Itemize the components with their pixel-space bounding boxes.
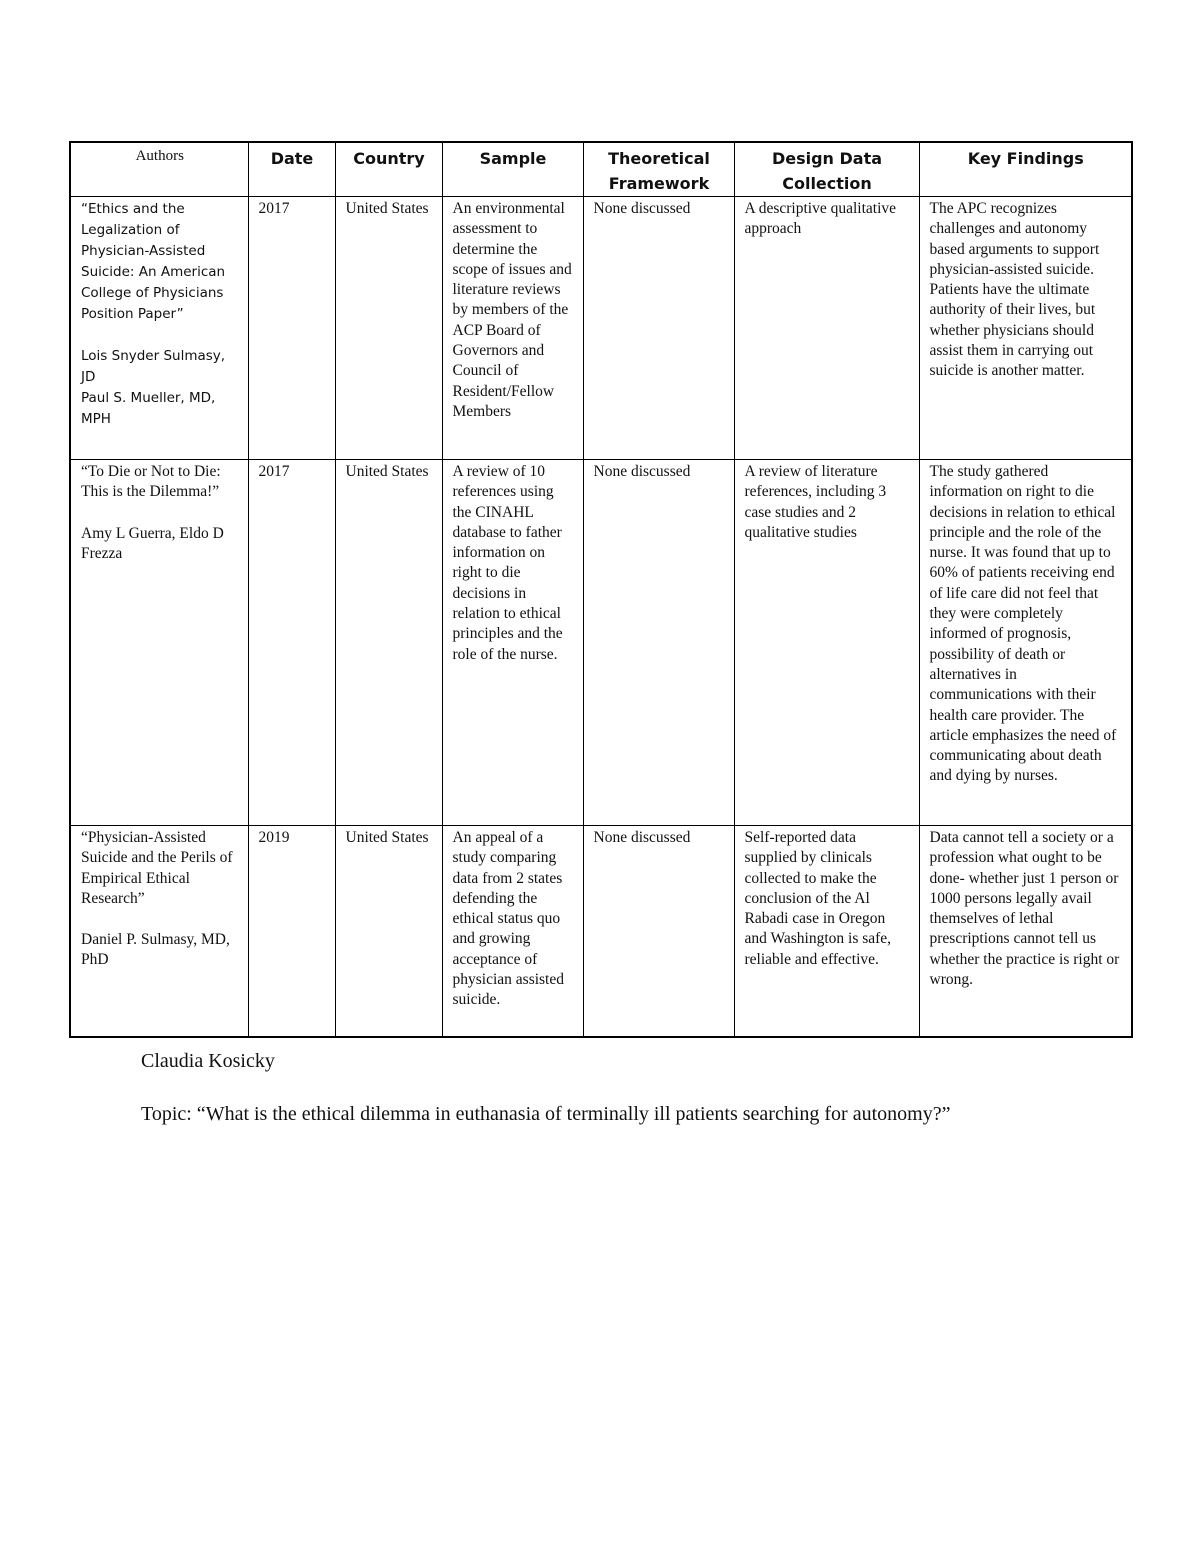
header-design-data-collection: Design Data Collection: [734, 142, 919, 197]
header-theoretical-framework: Theoretical Framework: [583, 142, 734, 197]
header-row: [70, 142, 1132, 197]
authors-cell: [70, 197, 248, 460]
date-cell: 2017: [248, 197, 335, 460]
header-country: Country: [335, 142, 442, 197]
table-row: [70, 460, 1132, 826]
table-row: [70, 826, 1132, 1038]
design-cell: A review of literature references, including 3 case studies and 2 qualitative studies: [734, 460, 919, 826]
header-date: Date: [248, 142, 335, 197]
authors-cell: [70, 460, 248, 826]
table-row: [70, 197, 1132, 460]
findings-cell: The study gathered information on right to die decisions in relation to ethical principle and the role of the nurse. It was found that up to 60% of patients receiving end of life care did not feel that they were completely informed of prognosis, possibility of death or alternatives in communications with their health care provider. The article emphasizes the need of communicating about death and dying by nurses.: [919, 460, 1132, 826]
country-cell: United States: [335, 826, 442, 1038]
article-title: “To Die or Not to Die: This is the Dilemma!”: [81, 463, 221, 501]
header-authors: Authors: [70, 142, 248, 197]
date-cell: 2017: [248, 460, 335, 826]
article-title: “Physician-Assisted Suicide and the Perils of Empirical Ethical Research”: [81, 829, 233, 907]
sample-cell: An environmental assessment to determine the scope of issues and literature reviews by members of the ACP Board of Governors and Council of Resident/Fellow Members: [442, 197, 583, 460]
student-name: Claudia Kosicky: [141, 1050, 275, 1072]
literature-review-table: [69, 141, 1133, 1038]
findings-cell: Data cannot tell a society or a profession what ought to be done- whether just 1 person or 1000 persons legally avail themselves of lethal prescriptions cannot tell us whether the practice is right or wrong.: [919, 826, 1132, 1038]
country-cell: United States: [335, 460, 442, 826]
sample-cell: A review of 10 references using the CINAHL database to father information on right to die decisions in relation to ethical principles and the role of the nurse.: [442, 460, 583, 826]
author-name: Paul S. Mueller, MD, MPH: [81, 390, 216, 427]
header-sample: Sample: [442, 142, 583, 197]
findings-cell: The APC recognizes challenges and autonomy based arguments to support physician-assisted suicide. Patients have the ultimate authority of their lives, but whether physicians should assist them in carrying out suicide is another matter.: [919, 197, 1132, 460]
research-topic: Topic: “What is the ethical dilemma in euthanasia of terminally ill patients searching for autonomy?”: [141, 1103, 951, 1125]
design-cell: Self-reported data supplied by clinicals collected to make the conclusion of the Al Rabadi case in Oregon and Washington is safe, reliable and effective.: [734, 826, 919, 1038]
date-cell: 2019: [248, 826, 335, 1038]
sample-cell: An appeal of a study comparing data from 2 states defending the ethical status quo and growing acceptance of physician assisted suicide.: [442, 826, 583, 1038]
header-key-findings: Key Findings: [919, 142, 1132, 197]
framework-cell: None discussed: [583, 197, 734, 460]
authors-cell: [70, 826, 248, 1038]
author-name: Amy L Guerra, Eldo D Frezza: [81, 524, 224, 562]
design-cell: A descriptive qualitative approach: [734, 197, 919, 460]
article-title: “Ethics and the Legalization of Physician-Assisted Suicide: An American College of Physicians Position Paper”: [81, 201, 226, 322]
framework-cell: None discussed: [583, 826, 734, 1038]
framework-cell: None discussed: [583, 460, 734, 826]
author-name: Lois Snyder Sulmasy, JD: [81, 348, 226, 385]
author-name: Daniel P. Sulmasy, MD, PhD: [81, 931, 230, 969]
country-cell: United States: [335, 197, 442, 460]
